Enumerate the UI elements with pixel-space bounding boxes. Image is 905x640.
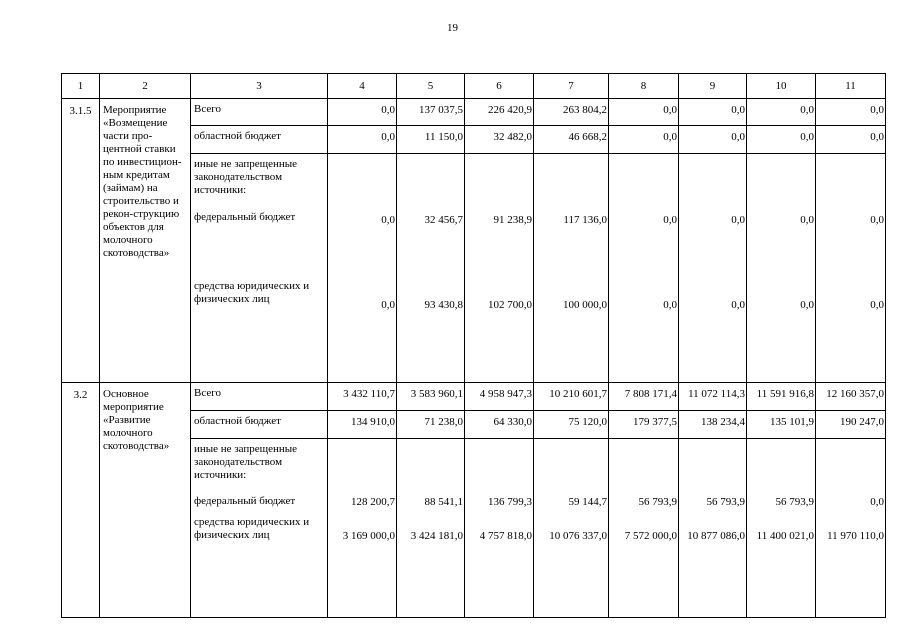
value-federal: 56 793,9	[638, 496, 677, 508]
other-sources-cell	[191, 154, 328, 383]
column-header: 5	[397, 74, 465, 99]
value-federal: 0,0	[800, 214, 814, 226]
value-legal: 11 970 110,0	[827, 530, 884, 542]
value-cell: 0,0	[609, 126, 679, 154]
value-cell: 190 247,0	[816, 411, 886, 439]
item-code: 3.1.5	[62, 99, 100, 383]
value-federal: 0,0	[663, 214, 677, 226]
value-federal: 56 793,9	[706, 496, 745, 508]
value-cell: 71 238,0	[397, 411, 465, 439]
value-federal: 91 238,9	[493, 214, 532, 226]
column-header: 9	[679, 74, 747, 99]
value-cell: 64 330,0	[465, 411, 534, 439]
value-cell	[679, 154, 747, 383]
value-legal: 0,0	[663, 299, 677, 311]
value-cell: 179 377,5	[609, 411, 679, 439]
budget-table	[61, 73, 886, 618]
value-cell: 134 910,0	[328, 411, 397, 439]
value-legal: 0,0	[870, 299, 884, 311]
source-label: областной бюджет	[191, 411, 328, 439]
value-federal: 0,0	[731, 214, 745, 226]
value-federal: 128 200,7	[351, 496, 395, 508]
value-cell	[534, 154, 609, 383]
value-federal: 32 456,7	[424, 214, 463, 226]
source-label: Всего	[191, 99, 328, 126]
value-cell: 11 591 916,8	[747, 383, 816, 411]
value-cell: 0,0	[816, 99, 886, 126]
table-row-total	[62, 383, 886, 411]
value-legal: 3 169 000,0	[342, 530, 395, 542]
value-legal: 0,0	[381, 299, 395, 311]
value-cell: 0,0	[747, 126, 816, 154]
value-cell: 12 160 357,0	[816, 383, 886, 411]
value-legal: 0,0	[800, 299, 814, 311]
value-federal: 117 136,0	[563, 214, 607, 226]
table-row-total	[62, 99, 886, 126]
source-label: иные не запрещенные законодательством источники:	[194, 443, 298, 481]
value-cell: 0,0	[609, 99, 679, 126]
value-cell: 263 804,2	[534, 99, 609, 126]
value-cell	[609, 439, 679, 618]
value-cell	[465, 154, 534, 383]
value-legal: 11 400 021,0	[756, 530, 814, 542]
value-cell	[747, 439, 816, 618]
value-cell: 0,0	[328, 126, 397, 154]
value-cell	[328, 154, 397, 383]
source-label: Всего	[191, 383, 328, 411]
value-cell	[747, 154, 816, 383]
value-cell: 0,0	[679, 126, 747, 154]
value-cell: 226 420,9	[465, 99, 534, 126]
header-row	[62, 74, 886, 99]
source-label: федеральный бюджет	[194, 211, 296, 223]
source-label: федеральный бюджет	[194, 495, 296, 507]
item-name: Основное мероприятие «Развитие молочного скотоводства»	[100, 383, 191, 618]
source-label: иные не запрещенные законодательством источники:	[194, 158, 298, 196]
value-cell: 75 120,0	[534, 411, 609, 439]
item-code: 3.2	[62, 383, 100, 618]
column-header: 8	[609, 74, 679, 99]
value-cell: 138 234,4	[679, 411, 747, 439]
page-number: 19	[447, 22, 458, 34]
value-cell: 0,0	[328, 99, 397, 126]
value-federal: 0,0	[870, 496, 884, 508]
value-cell: 137 037,5	[397, 99, 465, 126]
column-header: 11	[816, 74, 886, 99]
value-cell	[679, 439, 747, 618]
value-legal: 3 424 181,0	[410, 530, 463, 542]
value-cell: 3 432 110,7	[328, 383, 397, 411]
value-cell: 0,0	[816, 126, 886, 154]
column-header: 3	[191, 74, 328, 99]
source-label: средства юридических и физических лиц	[194, 280, 310, 305]
value-federal: 0,0	[381, 214, 395, 226]
column-header: 7	[534, 74, 609, 99]
value-federal: 0,0	[870, 214, 884, 226]
value-legal: 7 572 000,0	[624, 530, 677, 542]
value-federal: 59 144,7	[568, 496, 607, 508]
value-cell	[816, 439, 886, 618]
value-cell: 7 808 171,4	[609, 383, 679, 411]
value-legal: 10 076 337,0	[549, 530, 607, 542]
column-header: 1	[62, 74, 100, 99]
value-legal: 10 877 086,0	[687, 530, 745, 542]
value-legal: 0,0	[731, 299, 745, 311]
value-cell: 135 101,9	[747, 411, 816, 439]
value-cell: 11 072 114,3	[679, 383, 747, 411]
value-legal: 100 000,0	[563, 299, 607, 311]
value-cell: 4 958 947,3	[465, 383, 534, 411]
value-cell	[816, 154, 886, 383]
value-cell	[397, 439, 465, 618]
value-cell	[465, 439, 534, 618]
value-federal: 136 799,3	[488, 496, 532, 508]
value-federal: 88 541,1	[424, 496, 463, 508]
value-cell: 32 482,0	[465, 126, 534, 154]
source-label: областной бюджет	[191, 126, 328, 154]
column-header: 2	[100, 74, 191, 99]
value-cell: 3 583 960,1	[397, 383, 465, 411]
value-legal: 4 757 818,0	[479, 530, 532, 542]
value-cell: 0,0	[747, 99, 816, 126]
value-cell: 10 210 601,7	[534, 383, 609, 411]
value-cell	[534, 439, 609, 618]
column-header: 6	[465, 74, 534, 99]
column-header: 4	[328, 74, 397, 99]
source-label: средства юридических и физических лиц	[194, 516, 310, 541]
value-cell	[328, 439, 397, 618]
other-sources-cell	[191, 439, 328, 618]
value-cell	[609, 154, 679, 383]
value-legal: 102 700,0	[488, 299, 532, 311]
value-legal: 93 430,8	[424, 299, 463, 311]
item-name: Мероприятие «Возмещение части про-центной ставки по инвестицион-ным кредитам (займам) на строительство и рекон-струкцию объектов для молочного скотоводства»	[100, 99, 191, 383]
column-header: 10	[747, 74, 816, 99]
value-cell: 46 668,2	[534, 126, 609, 154]
value-cell	[397, 154, 465, 383]
value-cell: 11 150,0	[397, 126, 465, 154]
value-cell: 0,0	[679, 99, 747, 126]
value-federal: 56 793,9	[775, 496, 814, 508]
